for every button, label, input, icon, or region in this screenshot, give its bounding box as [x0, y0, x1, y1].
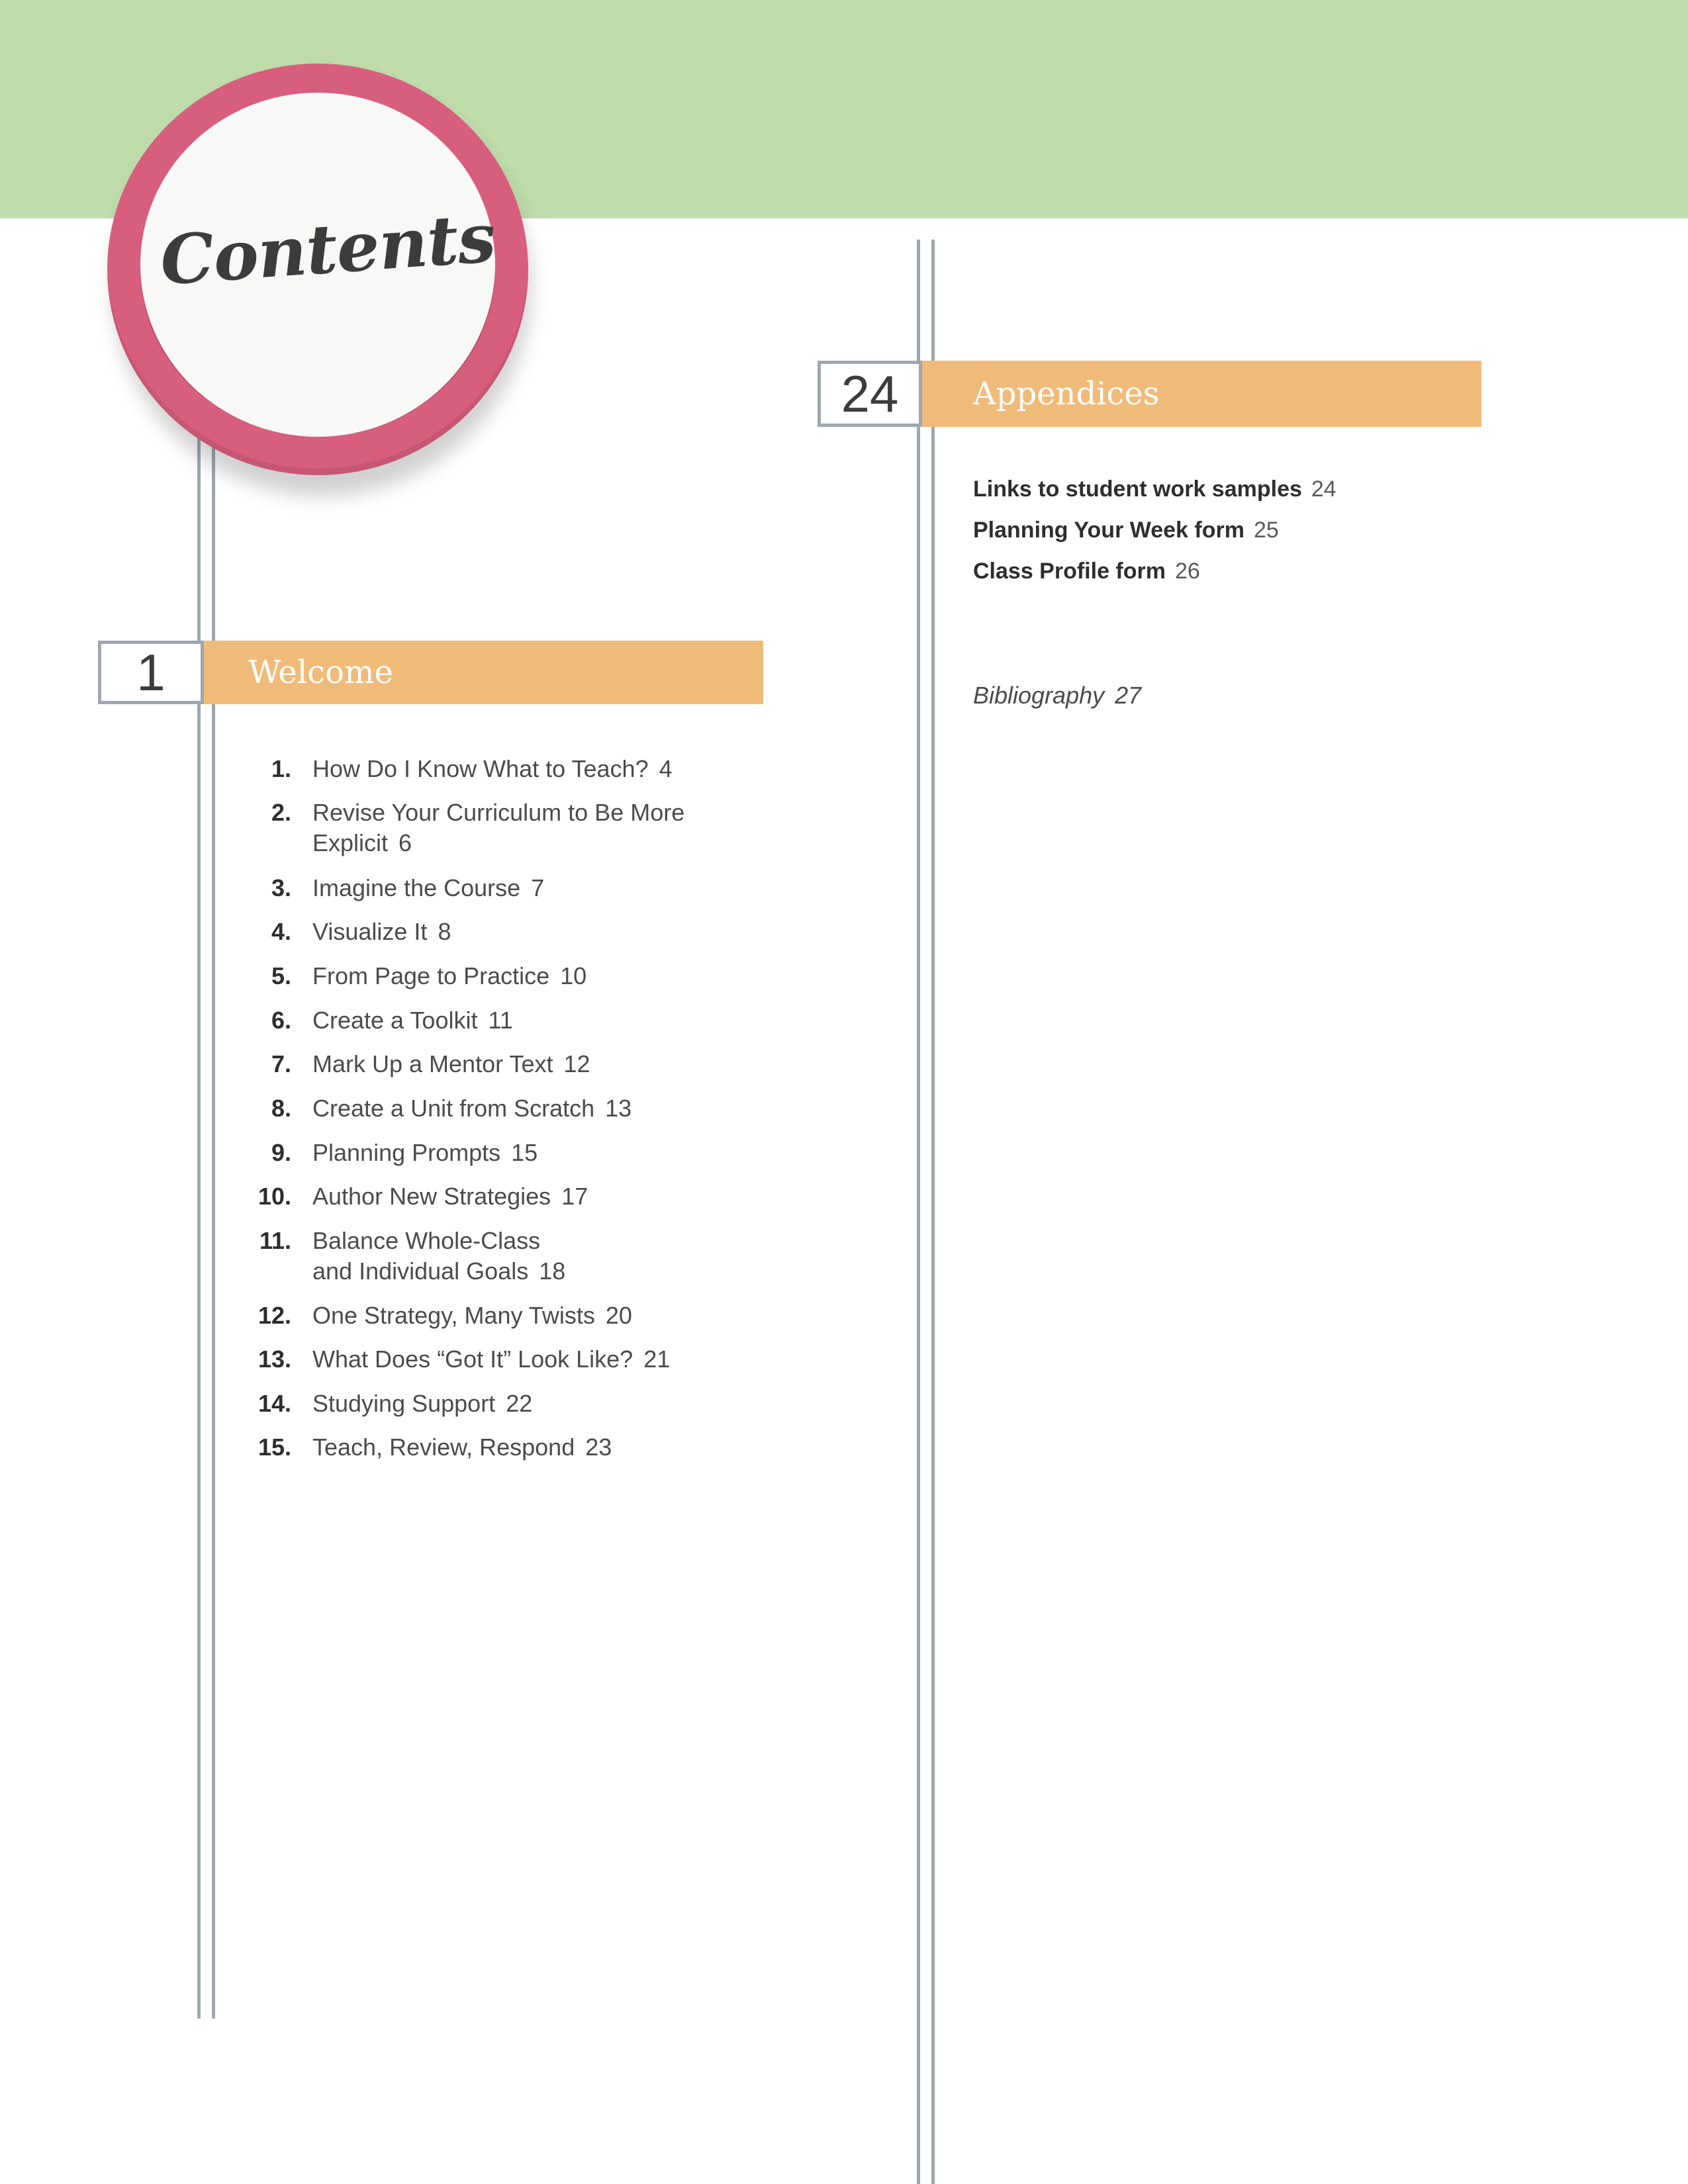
section-title-welcome: Welcome — [248, 654, 393, 691]
page-number: 22 — [506, 1390, 533, 1417]
page-number: 21 — [643, 1345, 671, 1373]
page-number: 6 — [399, 829, 412, 856]
section-number-welcome: 1 — [98, 641, 204, 704]
section-bar-appendices — [919, 361, 1481, 427]
page-number: 23 — [585, 1433, 612, 1461]
page-number: 10 — [560, 962, 587, 989]
appendix-item-1[interactable]: Links to student work samples 24 — [973, 477, 1336, 502]
appendix-item-3[interactable]: Class Profile form 26 — [973, 559, 1200, 584]
page-number: 24 — [1311, 477, 1336, 502]
right-rule-1 — [917, 240, 920, 2184]
page-title: Contents — [158, 198, 498, 301]
page-number: 4 — [659, 755, 673, 782]
page-number: 20 — [605, 1302, 632, 1329]
page-number: 26 — [1174, 559, 1200, 584]
page-number: 17 — [561, 1183, 588, 1210]
appendix-item-2[interactable]: Planning Your Week form 25 — [973, 518, 1279, 543]
page-number: 7 — [531, 874, 545, 901]
page-number: 13 — [605, 1095, 632, 1122]
page-number: 25 — [1253, 518, 1279, 543]
page-number: 27 — [1115, 682, 1142, 709]
page-number: 11 — [488, 1007, 513, 1034]
section-bar-welcome — [202, 641, 763, 704]
right-rule-2 — [931, 240, 935, 2184]
page-number: 15 — [511, 1139, 538, 1166]
page-number: 12 — [563, 1050, 590, 1077]
section-title-appendices: Appendices — [973, 375, 1160, 412]
section-number-appendices: 24 — [818, 361, 922, 427]
bibliography-entry[interactable]: Bibliography 27 — [973, 682, 1142, 709]
page-number: 18 — [539, 1257, 566, 1285]
page-number: 8 — [438, 918, 451, 945]
badge-face — [140, 93, 498, 437]
